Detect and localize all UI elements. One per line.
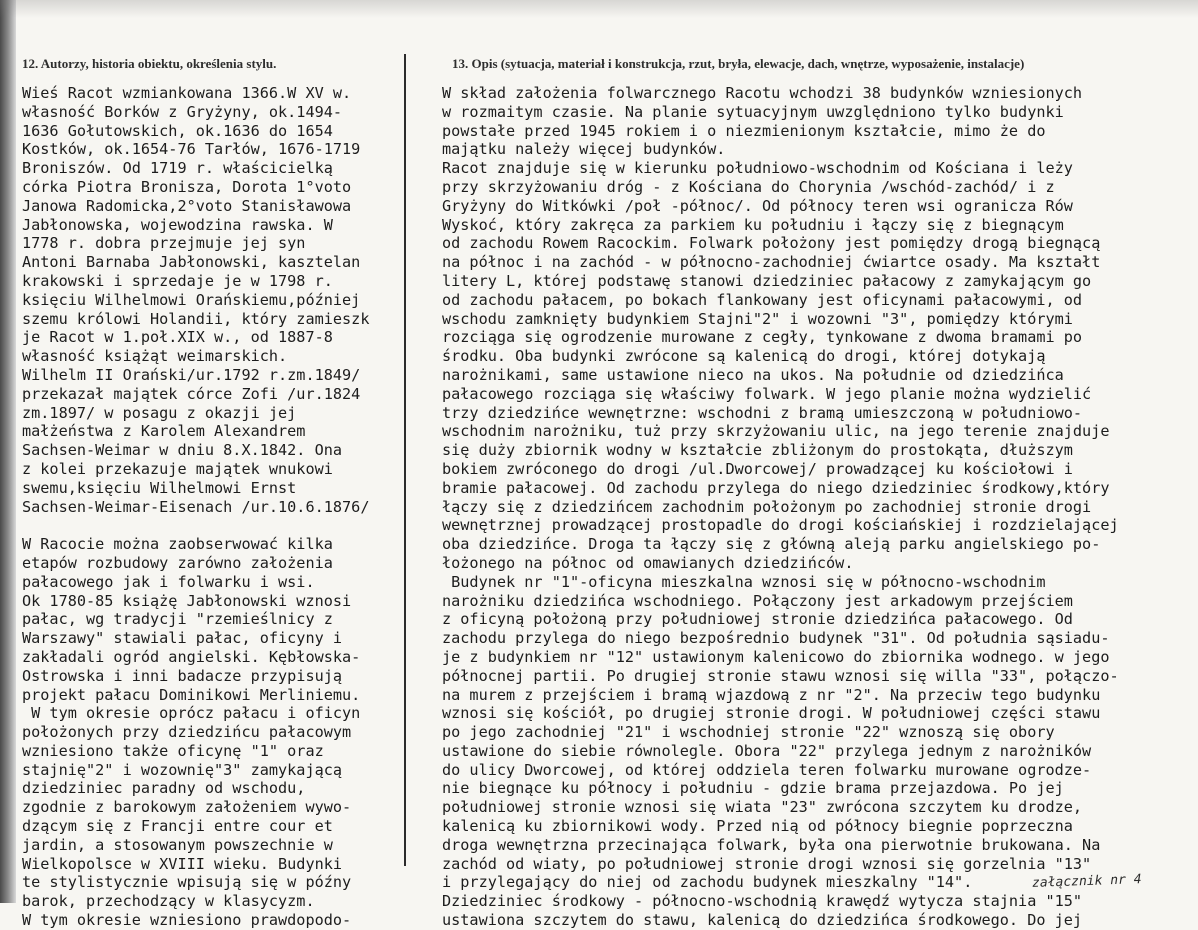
left-section-header: 12. Autorzy, historia obiektu, określenia stylu. bbox=[22, 56, 277, 71]
scan-left-edge bbox=[0, 0, 16, 903]
right-section-header: 13. Opis (sytuacja, materiał i konstrukcja, rzut, bryła, elewacje, dach, wnętrze, wyposażenie, instalacje) bbox=[452, 56, 1025, 71]
scan-top-shadow bbox=[0, 0, 1198, 18]
history-text: Wieś Racot wzmiankowana 1366.W XV w. własność Borków z Gryżyny, ok.1494- 1636 Gołutowskich, ok.1636 do 1654 Kostków, ok.1654-76 Tarłów, 1676-1719 Broniszów. Od 1719 r. właścicielką córka Piotra Bronisza, Dorota 1°voto Janowa Radomicka,2°voto Stanisławowa Jabłonowska, wojewodzina rawska. W 1778 r. dobra przejmuje jej syn Antoni Barnaba Jabłonowski, kasztelan krakowski i sprzedaje je w 1798 r. księciu Wilhelmowi Orańskiemu,później szemu królowi Holandii, który zamieszk je Racot w 1.poł.XIX w., od 1887-8 własność książąt weimarskich. Wilhelm II Orański/ur.1792 r.zm.1849/ przekazał majątek córce Zofi /ur.1824 zm.1897/ w posagu z okazji jej małżeństwa z Karolem Alexandrem Sachsen-Weimar w dniu 8.X.1842. Ona z kolei przekazuje majątek wnukowi swemu,księciu Wilhelmowi Ernst Sachsen-Weimar-Eisenach /ur.10.6.1876/ W Racocie można zaobserwować kilka etapów rozbudowy zarówno założenia pałacowego jak i folwarku i wsi. Ok 1780-85 książę Jabłonowski wznosi pałac, wg tradycji "rzemieślnicy z Warszawy" stawiali pałac, oficyny i zakładali ogród angielski. Kębłowska- Ostrowska i inni badacze przypisują projekt pałacu Dominikowi Merliniemu. W tym okresie oprócz pałacu i oficyn położonych przy dziedzińcu pałacowym wzniesiono także oficynę "1" oraz stajnię"2" i wozownię"3" zamykającą dziedziniec paradny od wschodu, zgodnie z barokowym założeniem wywo- dzącym się z Francji entre cour et jardin, a stosowanym powszechnie w Wielkopolsce w XVIII wieku. Budynki te stylistycznie wpisują się w późny barok, przechodzący w klasycyzm. W tym okresie wzniesiono prawdopodo- bbox=[22, 84, 370, 930]
description-text: W skład założenia folwarcznego Racotu wchodzi 38 budynków wzniesionych w rozmaitym czasie. Na planie sytuacyjnym uwzględniono tylko budynki powstałe przed 1945 rokiem i o niezmienionym kształcie, mimo że do majątku należy więcej budynków. Racot znajduje się w kierunku południowo-wschodnim od Kościana i leży przy skrzyżowaniu dróg - z Kościana do Chorynia /wschód-zachód/ i z Gryżyny do Witkówki /poł -północ/. Od północy teren wsi ogranicza Rów Wyskoć, który zakręca za parkiem ku południu i łączy się z biegnącym od zachodu Rowem Racockim. Folwark położony jest pomiędzy drogą biegnącą na północ i na zachód - w północno-zachodniej ćwiartce osady. Ma kształt litery L, której podstawę stanowi dziedziniec pałacowy z zamykającym go od zachodu pałacem, po bokach flankowany jest oficynami pałacowymi, od wschodu zamknięty budynkiem Stajni"2" i wozowni "3", pomiędzy którymi rozciąga się ogrodzenie murowane z cegły, tynkowane z dwoma bramami po środku. Oba budynki zwrócone są kalenicą do drogi, której dotykają narożnikami, same ustawione nieco na ukos. Na południe od dziedzińca pałacowego rozciąga się właściwy folwark. W jego planie można wydzielić trzy dziedzińce wewnętrzne: wschodni z bramą umieszczoną w południowo- wschodnim narożniku, tuż przy skrzyżowaniu ulic, na jego terenie znajduje się duży zbiornik wodny w kształcie zbliżonym do prostokąta, dłuższym bokiem zwróconego do drogi /ul.Dworcowej/ prowadzącej ku kościołowi i bramie pałacowej. Od zachodu przylega do niego dziedziniec środkowy,który łączy się z dziedzińcem zachodnim położonym po zachodniej stronie drogi wewnętrznej prowadzącej prostopadle do drogi kościańskiej i rozdzielającej oba dziedzińce. Droga ta łączy się z główną aleją parku angielskiego po- łożonego na północ od omawianych dziedzińców. Budynek nr "1"-oficyna mieszkalna wznosi się w północno-wschodnim narożniku dziedzińca wschodniego. Połączony jest arkadowym przejściem z oficyną położoną przy południowej stronie dziedzińca pałacowego. Od zachodu przylega do niego bezpośrednio budynek "31". Od południa sąsiadu- je z budynkiem nr "12" ustawionym kalenicowo do zbiornika wodnego. w jego północnej partii. Po drugiej stronie stawu wznosi się willa "33", połączo- na murem z przejściem i bramą wjazdową z nr "2". Na przeciw tego budynku wznosi się kościół, po drugiej stronie drogi. W południowej części stawu po jego zachodniej "21" i wschodniej stronie "22" wznoszą się obory ustawione do siebie równolegle. Obora "22" przylega jednym z narożników do ulicy Dworcowej, od której oddziela teren folwarku murowane ogrodze- nie biegnące ku północy i południu - gdzie brama przejazdowa. Po jej południowej stronie wznosi się wiata "23" zwrócona szczytem ku drodze, kalenicą ku zbiornikowi wody. Przed nią od północy biegnie poprzeczna droga wewnętrzna przecinająca folwark, była ona pierwotnie brukowana. Na zachód od wiaty, po południowej stronie drogi wznosi się gorzelnia "13" i przylegający do niej od zachodu budynek mieszkalny "14". Dziedziniec środkowy - północno-wschodnią krawędź wytycza stajnia "15" ustawiona szczytem do stawu, kalenicą do dziedzińca środkowego. Do jej bbox=[442, 84, 1119, 930]
column-divider bbox=[404, 54, 406, 866]
attachment-note: załącznik nr 4 bbox=[1032, 872, 1143, 891]
